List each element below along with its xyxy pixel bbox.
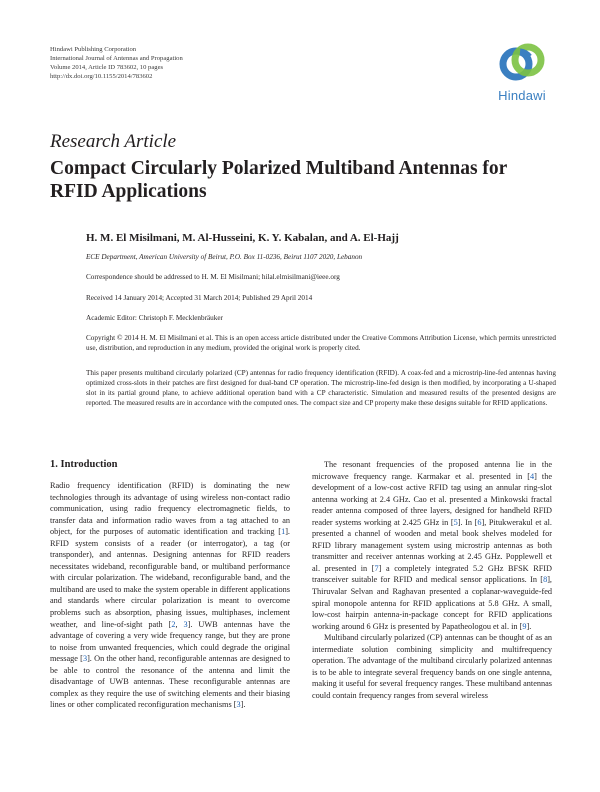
intro-paragraph-1: Radio frequency identification (RFID) is dominating the new technologies through its advantage of using wireless non-contact radio communication, using radio frequency electromagnetic fields, to transfer data and information radio waves from a tag attached to an object, for the purposes of automatic identification and tracking [1]. RFID system consists of a reader (or interrogator), a tag (or transponder), and antennas. Designing antennas for RFID readers necessitates wideband, reconfigurable band, or multiband performance with circular polarization. The wideband, reconfigurable band, and the multiband are used to make the system operable in different applications and standards where circular polarization is meant to overcome problems such as absorption, phasing issues, multiphases, inclement weather, and line-of-sight path [2, 3]. UWB antennas have the advantage of covering a very wide frequency range, but they are prone to noise from unwanted frequencies, which could degrade the original message [3]. On the other hand, reconfigurable antennas are designed to be able to control the resonance of the antenna and limit the disadvantage of UWB antennas. These reconfigurable antennas are complex as they require the use of switching elements and their biasing lines or other complicated reconfiguration mechanisms [3]. — [50, 481, 290, 710]
article-type: Research Article — [50, 131, 177, 152]
citation-link[interactable]: 5 — [453, 517, 458, 527]
citation-link[interactable]: 8 — [543, 575, 548, 585]
academic-editor: Academic Editor: Christoph F. Mecklenbräuker — [86, 314, 223, 322]
publisher: Hindawi Publishing Corporation — [50, 46, 137, 53]
citation-link[interactable]: 9 — [522, 621, 527, 631]
citation-link[interactable]: 1 — [281, 527, 286, 537]
citation-link[interactable]: 3 — [82, 654, 88, 664]
journal-name: International Journal of Antennas and Propagation — [50, 55, 183, 62]
hindawi-logo — [490, 38, 554, 106]
citation-link[interactable]: 2 — [171, 619, 176, 629]
paper-title: Compact Circularly Polarized Multiband Antennas for RFID Applications — [50, 158, 507, 202]
copyright-notice: Copyright © 2014 H. M. El Misilmani et al. This is an open access article distributed under the Creative Commons Attribution License, which permits unrestricted use, distribution, and reproduction in any medium, provided the original work is properly cited. — [86, 334, 556, 352]
intro-paragraph-3: Multiband circularly polarized (CP) antennas can be thought of as an intermediate solution combining simplicity and multifrequency operation. The advantage of the multiband circularly polarized antennas is to be able to integrate several frequency bands on one single antenna, making it useful for several frequency ranges. These multiband antennas could contain frequency ranges from several wireless — [312, 633, 552, 700]
right-column — [312, 459, 552, 701]
hindawi-logo-icon — [490, 38, 554, 88]
logo-wordmark: Hindawi — [498, 88, 546, 103]
left-column — [50, 459, 290, 711]
doi-link[interactable]: http://dx.doi.org/10.1155/2014/783602 — [50, 73, 153, 80]
section-heading: 1. Introduction — [50, 459, 118, 470]
volume-info: Volume 2014, Article ID 783602, 10 pages — [50, 64, 164, 71]
citation-link[interactable]: 3 — [236, 700, 241, 710]
citation-link[interactable]: 3 — [183, 619, 188, 629]
publication-dates: Received 14 January 2014; Accepted 31 March 2014; Published 29 April 2014 — [86, 294, 313, 302]
authors: H. M. El Misilmani, M. Al-Husseini, K. Y. Kabalan, and A. El-Hajj — [86, 232, 399, 244]
citation-link[interactable]: 6 — [477, 517, 482, 527]
affiliation: ECE Department, American University of Beirut, P.O. Box 11-0236, Beirut 1107 2020, Lebanon — [86, 253, 363, 261]
abstract: This paper presents multiband circularly polarized (CP) antennas for radio frequency identification (RFID). A coax-fed and a microstrip-line-fed antennas having optimized cross-slots in their patches are first designed for dual-band CP operation. The microstrip-line-fed design is then modified, by incorporating a U-shaped slot in its partial ground plane, to achieve additional operation band with a CP characteristic. Simulation and measured results of the presented designs are reported. The measured results are in accordance with the computed ones. The compact size and CP property make these designs suitable for RFID applications. — [86, 369, 556, 407]
journal-info — [50, 45, 310, 81]
citation-link[interactable]: 7 — [374, 563, 379, 573]
intro-paragraph-2: The resonant frequencies of the proposed antenna lie in the microwave frequency range. Karmakar et al. presented in [4] the development of a low-cost active RFID tag using an annular ring-slot antenna working at 2.4 GHz. Cao et al. presented a Minkowski fractal reader antenna composed of three layers, designed for handheld RFID reader systems working at 2.425 GHz in [5]. In [6], Pitukwerakul et al. presented a channel of wooden and metal book shelves modeled for RFID library management system using microstrip antennas as both transmitter and receiver antennas working at 2.45 GHz. Popplewell et al. presented in [7] a completely integrated 5.2 GHz BFSK RFID transceiver suitable for RFID and medical sensor applications. In [8], Thiruvalar Selvan and Raghavan presented a coplanar-waveguide-fed spiral monopole antenna for RFID applications at 5.8 GHz. A small, low-cost hairpin antenna-in-package concept for RFID applications working around 6 GHz is presented by Papatheologou et al. in [9]. — [312, 460, 553, 631]
citation-link[interactable]: 4 — [530, 471, 535, 481]
correspondence: Correspondence should be addressed to H. M. El Misilmani; hilal.elmisilmani@ieee.org — [86, 273, 340, 281]
